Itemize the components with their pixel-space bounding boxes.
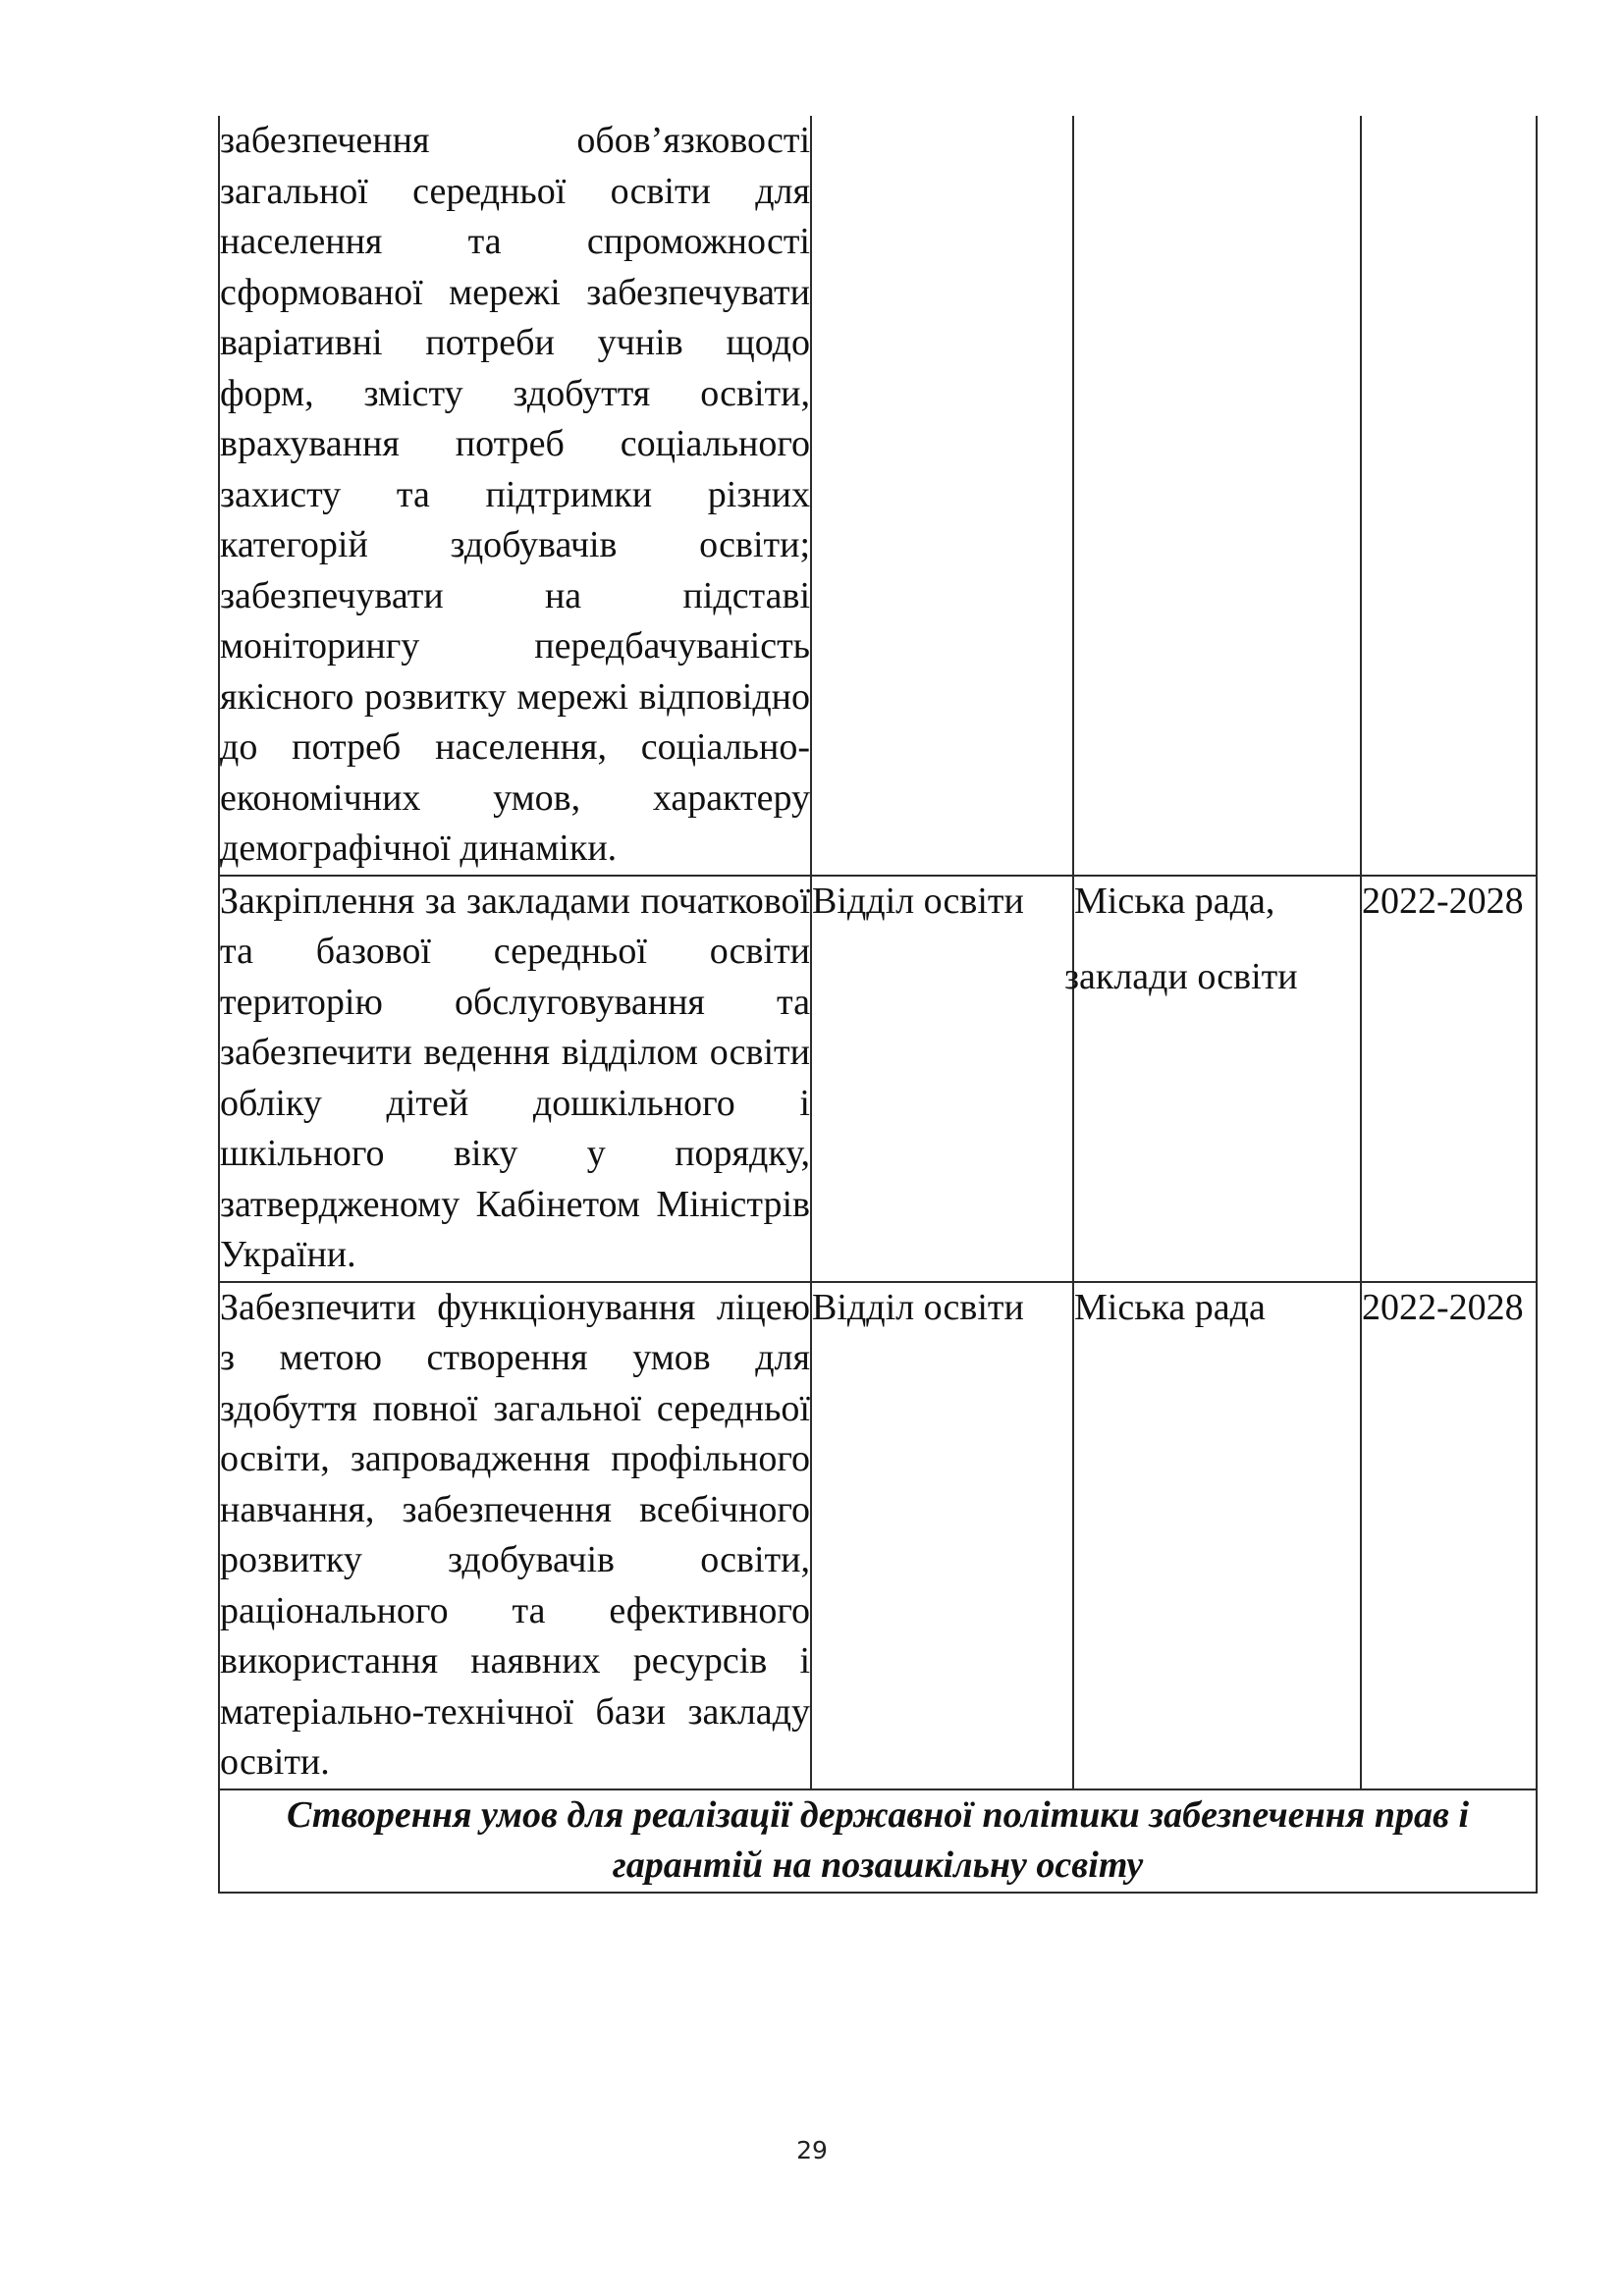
term-cell xyxy=(1361,116,1537,876)
responsible-cell xyxy=(811,116,1073,876)
table-row xyxy=(219,116,1537,876)
task-cell: забезпечення обов’язковості загальної середньої освіти для населення та спроможності сформованої мережі забезпечувати варіативні потреби учнів щодо форм, змісту здобуття освіти, врахування потреб соціального захисту та підтримки різних категорій здобувачів освіти; забезпечувати на підставі моніторингу передбачуваність якісного розвитку мережі відповідно до потреб населення, соціально-економічних умов, характеру демографічної динаміки. xyxy=(219,116,811,876)
participants-line: Міська рада, xyxy=(1074,880,1275,922)
term-cell: 2022-2028 xyxy=(1361,1282,1537,1789)
section-heading: Створення умов для реалізації державної політики забезпечення прав і гарантій на позашкільну освіту xyxy=(219,1789,1537,1893)
task-cell: Забезпечити функціонування ліцею з метою створення умов для здобуття повної загальної середньої освіти, запровадження профільного навчання, забезпечення всебічного розвитку здобувачів освіти, раціонального та ефективного використання наявних ресурсів і матеріально-технічної бази закладу освіти. xyxy=(219,1282,811,1789)
term-cell: 2022-2028 xyxy=(1361,876,1537,1282)
participants-cell xyxy=(1064,876,1361,1282)
responsible-cell: Відділ освіти xyxy=(811,876,1073,1282)
table-row xyxy=(219,876,1537,1282)
section-heading-row xyxy=(219,1789,1537,1893)
participants-line: заклади освіти xyxy=(1064,956,1298,997)
participants-cell xyxy=(1073,116,1361,876)
action-plan-table xyxy=(218,116,1538,1894)
participants-cell xyxy=(1073,1282,1361,1789)
participants-line: Міська рада xyxy=(1074,1286,1266,1328)
page-number: 29 xyxy=(796,2136,828,2164)
responsible-cell: Відділ освіти xyxy=(811,1282,1073,1789)
table-row xyxy=(219,1282,1537,1789)
task-cell: Закріплення за закладами початкової та базової середньої освіти територію обслуговування та забезпечити ведення відділом освіти обліку дітей дошкільного і шкільного віку у порядку, затвердженому Кабінетом Міністрів України. xyxy=(219,876,811,1282)
